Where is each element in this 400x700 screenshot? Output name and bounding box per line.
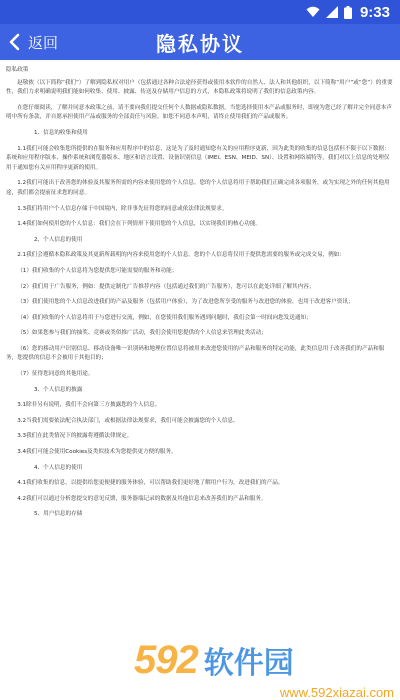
status-time: 9:33 <box>359 3 390 21</box>
section-item: 3.1除非另有说明，我们不会向第三方披露您的个人信息。 <box>17 402 161 409</box>
section-heading: 1、信息的收集和使用 <box>34 129 88 136</box>
watermark-number: 592 <box>134 637 198 682</box>
section-item: （4）我们收集的个人信息将用于与您进行交流，例如，在您使用我们服务遇到问题时，我们会第一时间向您发送通知； <box>17 314 312 321</box>
section-heading: 2、个人信息的使用 <box>34 236 83 243</box>
section-item: 3.4我们可能会使用Cookies及类似技术为您提供更方便的服务。 <box>17 449 177 456</box>
intro-paragraph: 赵敬侬（以下简称“我们”）了解到隐私权对用户（包括通过各种合法途径获得或使用本软件的自然人、法人和其他组织，以下简称“用户”或“您”）的重要性，我们力求明确说明我们能如何收集、使用、披露、传送及存储用户信息的方式，本隐私政策将说明了我们的信息政策内容。 <box>6 79 393 96</box>
doc-label: 隐私政策 <box>6 67 29 73</box>
wifi-icon <box>306 6 320 18</box>
back-label: 返回 <box>28 34 59 52</box>
section-item: （1）我们收集的个人信息将为您提供您可能需要的服务和功能； <box>17 267 178 274</box>
status-icons <box>306 6 352 19</box>
section-item: 3.2当我们需要依法配合执法部门，或根据法律法规要求，我们可能会披露您的个人信息。 <box>17 417 239 424</box>
policy-content[interactable] <box>0 60 400 700</box>
signal-icon <box>326 6 338 18</box>
section-item: 1.3我们将用户个人信息存储于中国境内，除非事先征得您的同意或依法律法规要求。 <box>17 205 228 212</box>
section-item: 2.1我们会遵循本隐私政策及其更新所载明的内容来使用您的个人信息。您的个人信息将仅用于提供您需要的服务或完成交易，例如： <box>17 252 345 259</box>
section-item: 4.1我们收集的信息，以提供给您更便捷的服务体验，可以帮助我们更好地了解用户行为，改进我们的产品。 <box>17 480 284 487</box>
section-item: 1.2我们可能出于改善您的体验及其服务所需的内容来使用您的个人信息。您的个人信息将用于帮助我们正确完成各项服务，或为实现之外的任何其他用途，我们都会提前征求您的同意。 <box>6 180 390 196</box>
intro <box>6 79 394 123</box>
battery-icon <box>344 6 352 19</box>
section-heading: 5、用户信息的存储 <box>34 511 83 518</box>
section-item: 4.2我们可以通过分析您提交的意见反馈，服务器端记录的数据及其他信息来改善我们的产品和服务。 <box>17 495 267 502</box>
chevron-left-icon <box>6 33 24 51</box>
section-item: （2）我们用于广告服务，例如：提供定制化广告推荐内容（包括通过我们的广告服务），您可以在此处详细了解其内容； <box>17 283 315 290</box>
page-title: 隐私协议 <box>156 31 244 56</box>
section-item: （3）我们使用您的个人信息改进我们的产品及服务（包括用户体验），为了改进您所享受的服务与改进您的体验，也用于改进客户资讯； <box>17 299 354 306</box>
section-heading: 3、个人信息的披露 <box>34 386 83 393</box>
section-item: 1.4我们如何使用您的个人信息：我们会在下列情形下使用您的个人信息，以实现我们的核心功能。 <box>17 221 262 228</box>
section-item: （5）如果您参与我们的抽奖、竞赛或类似推广活动，我们会使用您提供的个人信息来管理此类活动； <box>17 330 267 337</box>
intro-paragraph: 在您仔细阅读，了解并同意本政策之前，请不要向我们提交任何个人数据或隐私数据，当您选择使用本产品或服务时，即视为您已经了解并完全同意本声明中所有条款，并自愿承担使用产品或服务的全部责任与风险，如您不同意本声明，请终止使用我们的产品或服务。 <box>6 104 392 121</box>
section-item: 1.1我们可能会收集您所提供的在服务和应用程序中的信息，这是为了及时通知您有关的应用程序更新，因为此类的收集的信息包括但不限于以下数据：系统和应用程序版本、操作系统和浏览器版本、地区和语言设置、设备识别信息（IMEI、ESN、MEID、SN）、设置和网络端特等，我们对以上信息的处理仅用于通知您有关应用程序更新的使用。 <box>6 145 390 171</box>
back-button[interactable] <box>6 24 58 60</box>
title-bar <box>0 24 400 60</box>
watermark-text: 软件园 <box>203 646 294 681</box>
section-heading: 4、个人信息的使用 <box>34 464 83 471</box>
status-bar <box>0 0 400 24</box>
policy-sections <box>6 129 394 520</box>
section-item: （7）征得您同意的其他用途。 <box>17 371 94 378</box>
watermark-url: www.592xiazai.com <box>279 685 394 700</box>
section-item: 3.3我们在此类情况下的披露将遵循法律规定。 <box>17 433 133 440</box>
section-item: （6）您的移动用户识别信息、移动设备唯一识别码和地理位置信息将被用来改进您使用的产品和服务的特定功能，此类信息用于改善我们的产品和服务，您提供的信息不会被用于其他目的； <box>6 345 385 362</box>
